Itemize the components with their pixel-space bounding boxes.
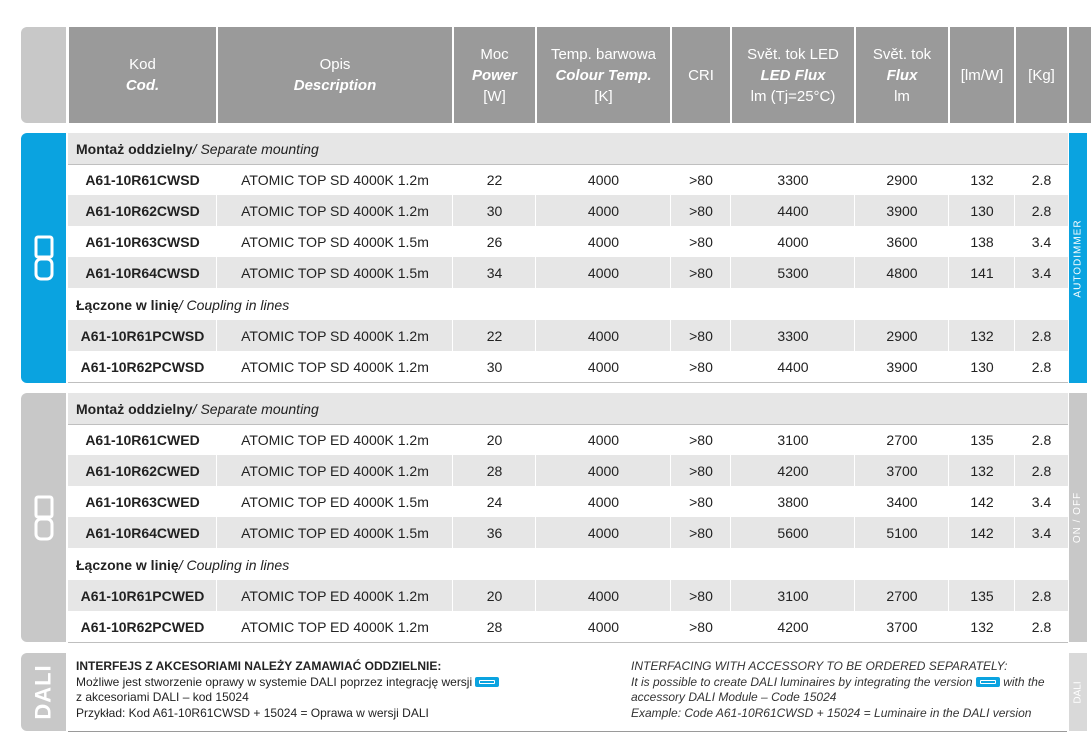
dali-pl-heading: INTERFEJS Z AKCESORIAMI NALEŻY ZAMAWIAĆ ODDZIELNIE: bbox=[76, 659, 442, 673]
header-opis bbox=[218, 27, 452, 123]
column-divider bbox=[948, 424, 949, 549]
dali-en-line2: accessory DALI Module – Code 15024 bbox=[631, 690, 837, 704]
cell-cri: >80 bbox=[689, 358, 713, 375]
cell-w: 26 bbox=[486, 233, 503, 250]
column-divider bbox=[948, 580, 949, 642]
column-divider bbox=[948, 164, 949, 289]
cell-cri: >80 bbox=[689, 462, 713, 479]
cell-w: 36 bbox=[486, 524, 503, 541]
cell-k: 4000 bbox=[587, 524, 620, 541]
cell-desc: ATOMIC TOP SD 4000K 1.2m bbox=[241, 327, 429, 344]
sd-chip-icon bbox=[475, 677, 499, 687]
cell-kg: 2.8 bbox=[1031, 431, 1052, 448]
cell-desc: ATOMIC TOP SD 4000K 1.5m bbox=[241, 264, 429, 281]
dali-pl-line1: Możliwe jest stworzenie oprawy w systemie DALI poprzez integrację wersji bbox=[76, 674, 473, 689]
column-divider bbox=[535, 164, 536, 289]
ed-section-title-1 bbox=[68, 393, 1068, 424]
dali-en-line1-wrap bbox=[631, 675, 1045, 691]
column-divider bbox=[452, 320, 453, 382]
cell-led: 4000 bbox=[777, 233, 809, 250]
cell-k: 4000 bbox=[587, 587, 620, 604]
header-flux bbox=[856, 27, 948, 123]
cell-flux: 4800 bbox=[886, 264, 918, 281]
column-divider bbox=[1014, 580, 1015, 642]
column-divider bbox=[216, 164, 217, 289]
row-rule bbox=[68, 424, 1068, 425]
sd-section-title-1 bbox=[68, 133, 1068, 164]
cell-led: 5300 bbox=[777, 264, 809, 281]
ed-section-title-2 bbox=[68, 549, 1068, 580]
column-divider bbox=[535, 580, 536, 642]
table-row bbox=[68, 486, 1068, 517]
table-row bbox=[68, 195, 1068, 226]
cell-desc: ATOMIC TOP ED 4000K 1.2m bbox=[241, 618, 429, 635]
cell-lmw: 135 bbox=[970, 587, 994, 604]
cell-kg: 2.8 bbox=[1031, 358, 1052, 375]
cell-k: 4000 bbox=[587, 358, 620, 375]
ed-side-label: ON / OFF bbox=[1072, 491, 1084, 544]
row-rule bbox=[68, 642, 1068, 643]
header-opis-pl: Opis bbox=[319, 56, 351, 73]
cell-code: A61-10R64CWED bbox=[85, 524, 200, 541]
row-rule bbox=[68, 382, 1068, 383]
cell-k: 4000 bbox=[587, 202, 620, 219]
cell-k: 4000 bbox=[587, 233, 620, 250]
table-row bbox=[68, 611, 1068, 642]
dali-text-en bbox=[631, 659, 1045, 721]
header-cri bbox=[672, 27, 730, 123]
header-temp bbox=[537, 27, 670, 123]
cell-w: 20 bbox=[486, 431, 503, 448]
sd-section-title-1-pl: Montaż oddzielny bbox=[76, 140, 193, 157]
sd-section-title-2-en: / Coupling in lines bbox=[178, 296, 290, 313]
column-divider bbox=[1014, 164, 1015, 289]
cell-cri: >80 bbox=[689, 431, 713, 448]
cell-w: 22 bbox=[486, 327, 503, 344]
column-divider bbox=[216, 424, 217, 549]
column-divider bbox=[948, 320, 949, 382]
cell-w: 20 bbox=[486, 587, 503, 604]
ed-section-title-1-pl: Montaż oddzielny bbox=[76, 400, 193, 417]
cell-w: 30 bbox=[486, 358, 503, 375]
cell-flux: 3400 bbox=[886, 493, 918, 510]
header-kod-en: Cod. bbox=[125, 77, 160, 94]
sd-side-strip bbox=[1069, 133, 1087, 383]
cell-flux: 3700 bbox=[886, 618, 918, 635]
cell-cri: >80 bbox=[689, 264, 713, 281]
header-right-edge bbox=[1069, 27, 1091, 123]
cell-led: 4400 bbox=[777, 202, 809, 219]
cell-code: A61-10R63CWED bbox=[85, 493, 200, 510]
cell-flux: 3600 bbox=[886, 233, 918, 250]
header-cri-label: CRI bbox=[688, 66, 714, 84]
cell-code: A61-10R62PCWSD bbox=[80, 358, 205, 375]
cell-code: A61-10R61CWSD bbox=[85, 171, 200, 188]
cell-led: 4400 bbox=[777, 358, 809, 375]
header-kod bbox=[69, 27, 216, 123]
cell-desc: ATOMIC TOP ED 4000K 1.2m bbox=[241, 587, 429, 604]
column-divider bbox=[216, 320, 217, 382]
table-row bbox=[68, 351, 1068, 382]
table-row bbox=[68, 424, 1068, 455]
cell-desc: ATOMIC TOP SD 4000K 1.5m bbox=[241, 233, 429, 250]
cell-lmw: 132 bbox=[970, 462, 994, 479]
cell-flux: 2700 bbox=[886, 587, 918, 604]
column-divider bbox=[670, 580, 671, 642]
header-led-flux-en: LED Flux bbox=[760, 66, 826, 84]
cell-lmw: 130 bbox=[970, 202, 994, 219]
cell-k: 4000 bbox=[587, 462, 620, 479]
cell-led: 3800 bbox=[777, 493, 809, 510]
row-rule bbox=[68, 164, 1068, 165]
cell-kg: 2.8 bbox=[1031, 327, 1052, 344]
column-divider bbox=[452, 580, 453, 642]
dali-en-heading: INTERFACING WITH ACCESSORY TO BE ORDERED SEPARATELY: bbox=[631, 659, 1008, 673]
table-row bbox=[68, 164, 1068, 195]
cell-led: 3300 bbox=[777, 171, 809, 188]
cell-cri: >80 bbox=[689, 587, 713, 604]
column-divider bbox=[854, 320, 855, 382]
column-divider bbox=[1014, 320, 1015, 382]
cell-flux: 2700 bbox=[886, 431, 918, 448]
dali-badge bbox=[21, 653, 66, 731]
sd-section-title-1-en: / Separate mounting bbox=[192, 140, 319, 157]
cell-led: 3300 bbox=[777, 327, 809, 344]
cell-led: 4200 bbox=[777, 462, 809, 479]
table-row bbox=[68, 257, 1068, 288]
cell-lmw: 141 bbox=[970, 264, 994, 281]
cell-cri: >80 bbox=[689, 493, 713, 510]
cell-desc: ATOMIC TOP SD 4000K 1.2m bbox=[241, 202, 429, 219]
cell-w: 24 bbox=[486, 493, 503, 510]
column-divider bbox=[730, 424, 731, 549]
cell-lmw: 130 bbox=[970, 358, 994, 375]
cell-w: 22 bbox=[486, 171, 503, 188]
cell-lmw: 142 bbox=[970, 524, 994, 541]
column-divider bbox=[452, 424, 453, 549]
cell-led: 3100 bbox=[777, 431, 809, 448]
cell-cri: >80 bbox=[689, 233, 713, 250]
cell-code: A61-10R62CWSD bbox=[85, 202, 200, 219]
ed-side-strip bbox=[1069, 393, 1087, 642]
cell-k: 4000 bbox=[587, 327, 620, 344]
ed-badge bbox=[21, 393, 66, 642]
header-lmw bbox=[950, 27, 1014, 123]
header-flux-en: Flux bbox=[886, 66, 918, 84]
cell-w: 30 bbox=[486, 202, 503, 219]
header-flux-pl: Svět. tok bbox=[872, 45, 932, 63]
column-divider bbox=[670, 424, 671, 549]
cell-lmw: 142 bbox=[970, 493, 994, 510]
ed-logo-icon bbox=[33, 495, 55, 541]
dali-pl-line1-wrap bbox=[76, 675, 499, 691]
cell-code: A61-10R62CWED bbox=[85, 462, 200, 479]
header-led-flux-pl: Svět. tok LED bbox=[747, 45, 839, 63]
column-divider bbox=[670, 320, 671, 382]
header-moc-en: Power bbox=[471, 66, 517, 84]
cell-cri: >80 bbox=[689, 524, 713, 541]
table-row bbox=[68, 226, 1068, 257]
header-kod-pl: Kod bbox=[129, 56, 156, 73]
header-corner bbox=[21, 27, 66, 123]
column-divider bbox=[535, 424, 536, 549]
cell-lmw: 132 bbox=[970, 171, 994, 188]
cell-k: 4000 bbox=[587, 171, 620, 188]
header-moc-pl: Moc bbox=[480, 45, 509, 63]
cell-flux: 3900 bbox=[886, 358, 918, 375]
header-led-flux bbox=[732, 27, 854, 123]
sd-side-label: AUTODIMMER bbox=[1072, 218, 1084, 298]
cell-led: 3100 bbox=[777, 587, 809, 604]
column-divider bbox=[452, 164, 453, 289]
dali-en-line1a: It is possible to create DALI luminaires by integrating the version bbox=[631, 674, 973, 689]
cell-kg: 2.8 bbox=[1031, 618, 1052, 635]
column-divider bbox=[670, 164, 671, 289]
cell-desc: ATOMIC TOP ED 4000K 1.2m bbox=[241, 431, 429, 448]
column-divider bbox=[854, 164, 855, 289]
header-lmw-label: [lm/W] bbox=[960, 66, 1004, 84]
cell-kg: 3.4 bbox=[1031, 524, 1052, 541]
column-divider bbox=[730, 320, 731, 382]
sd-chip-icon bbox=[976, 677, 1000, 687]
cell-desc: ATOMIC TOP ED 4000K 1.5m bbox=[241, 493, 429, 510]
header-temp-unit: [K] bbox=[594, 87, 613, 105]
cell-desc: ATOMIC TOP SD 4000K 1.2m bbox=[241, 171, 429, 188]
dali-pl-line3: Przykład: Kod A61-10R61CWSD + 15024 = Oprawa w wersji DALI bbox=[76, 705, 429, 720]
cell-desc: ATOMIC TOP ED 4000K 1.5m bbox=[241, 524, 429, 541]
dali-badge-label: DALI bbox=[30, 664, 56, 720]
cell-cri: >80 bbox=[689, 171, 713, 188]
column-divider bbox=[730, 580, 731, 642]
cell-flux: 3900 bbox=[886, 202, 918, 219]
cell-cri: >80 bbox=[689, 618, 713, 635]
cell-k: 4000 bbox=[587, 264, 620, 281]
dali-side-strip bbox=[1069, 653, 1087, 731]
sd-logo-icon bbox=[33, 235, 55, 281]
cell-code: A61-10R61CWED bbox=[85, 431, 200, 448]
header-temp-en: Colour Temp. bbox=[555, 66, 652, 84]
table-row bbox=[68, 320, 1068, 351]
cell-code: A61-10R63CWSD bbox=[85, 233, 200, 250]
cell-kg: 2.8 bbox=[1031, 462, 1052, 479]
column-divider bbox=[535, 320, 536, 382]
header-moc-unit: [W] bbox=[483, 87, 506, 105]
table-row bbox=[68, 580, 1068, 611]
cell-led: 4200 bbox=[777, 618, 809, 635]
dali-en-line3: Example: Code A61-10R61CWSD + 15024 = Luminaire in the DALI version bbox=[631, 705, 1032, 720]
cell-lmw: 132 bbox=[970, 618, 994, 635]
cell-lmw: 138 bbox=[970, 233, 994, 250]
ed-section-title-2-pl: Łączone w linię bbox=[76, 556, 179, 573]
ed-section-title-1-en: / Separate mounting bbox=[192, 400, 319, 417]
cell-code: A61-10R62PCWED bbox=[80, 618, 205, 635]
cell-desc: ATOMIC TOP ED 4000K 1.2m bbox=[241, 462, 429, 479]
cell-w: 34 bbox=[486, 264, 503, 281]
cell-w: 28 bbox=[486, 618, 503, 635]
header-flux-unit: lm bbox=[894, 87, 910, 105]
ed-section-title-2-en: / Coupling in lines bbox=[178, 556, 290, 573]
dali-side-label: DALI bbox=[1072, 680, 1084, 704]
sd-section-title-2-pl: Łączone w linię bbox=[76, 296, 179, 313]
dali-text-pl bbox=[76, 659, 499, 721]
cell-flux: 2900 bbox=[886, 327, 918, 344]
header-temp-pl: Temp. barwowa bbox=[550, 45, 657, 63]
table-row bbox=[68, 517, 1068, 548]
column-divider bbox=[730, 164, 731, 289]
cell-code: A61-10R61PCWED bbox=[80, 587, 205, 604]
header-kg bbox=[1016, 27, 1067, 123]
cell-kg: 3.4 bbox=[1031, 233, 1052, 250]
cell-flux: 5100 bbox=[886, 524, 918, 541]
cell-k: 4000 bbox=[587, 618, 620, 635]
cell-kg: 2.8 bbox=[1031, 587, 1052, 604]
header-moc bbox=[454, 27, 535, 123]
cell-k: 4000 bbox=[587, 431, 620, 448]
cell-code: A61-10R64CWSD bbox=[85, 264, 200, 281]
column-divider bbox=[216, 580, 217, 642]
cell-cri: >80 bbox=[689, 202, 713, 219]
cell-lmw: 132 bbox=[970, 327, 994, 344]
dali-pl-line2: z akcesoriami DALI – kod 15024 bbox=[76, 690, 249, 704]
sd-badge bbox=[21, 133, 66, 383]
column-divider bbox=[1014, 424, 1015, 549]
column-divider bbox=[854, 424, 855, 549]
dali-en-line1b: with the bbox=[999, 674, 1045, 689]
header-led-flux-unit: lm (Tj=25°C) bbox=[750, 87, 836, 105]
header-opis-en: Description bbox=[293, 77, 377, 94]
cell-code: A61-10R61PCWSD bbox=[80, 327, 205, 344]
cell-kg: 2.8 bbox=[1031, 171, 1052, 188]
cell-kg: 2.8 bbox=[1031, 202, 1052, 219]
cell-cri: >80 bbox=[689, 327, 713, 344]
cell-flux: 3700 bbox=[886, 462, 918, 479]
table-row bbox=[68, 455, 1068, 486]
cell-w: 28 bbox=[486, 462, 503, 479]
cell-lmw: 135 bbox=[970, 431, 994, 448]
cell-kg: 3.4 bbox=[1031, 264, 1052, 281]
cell-led: 5600 bbox=[777, 524, 809, 541]
cell-k: 4000 bbox=[587, 493, 620, 510]
header-kg-label: [Kg] bbox=[1028, 66, 1055, 84]
sd-section-title-2 bbox=[68, 289, 1068, 320]
cell-desc: ATOMIC TOP SD 4000K 1.2m bbox=[241, 358, 429, 375]
column-divider bbox=[854, 580, 855, 642]
cell-kg: 3.4 bbox=[1031, 493, 1052, 510]
cell-flux: 2900 bbox=[886, 171, 918, 188]
